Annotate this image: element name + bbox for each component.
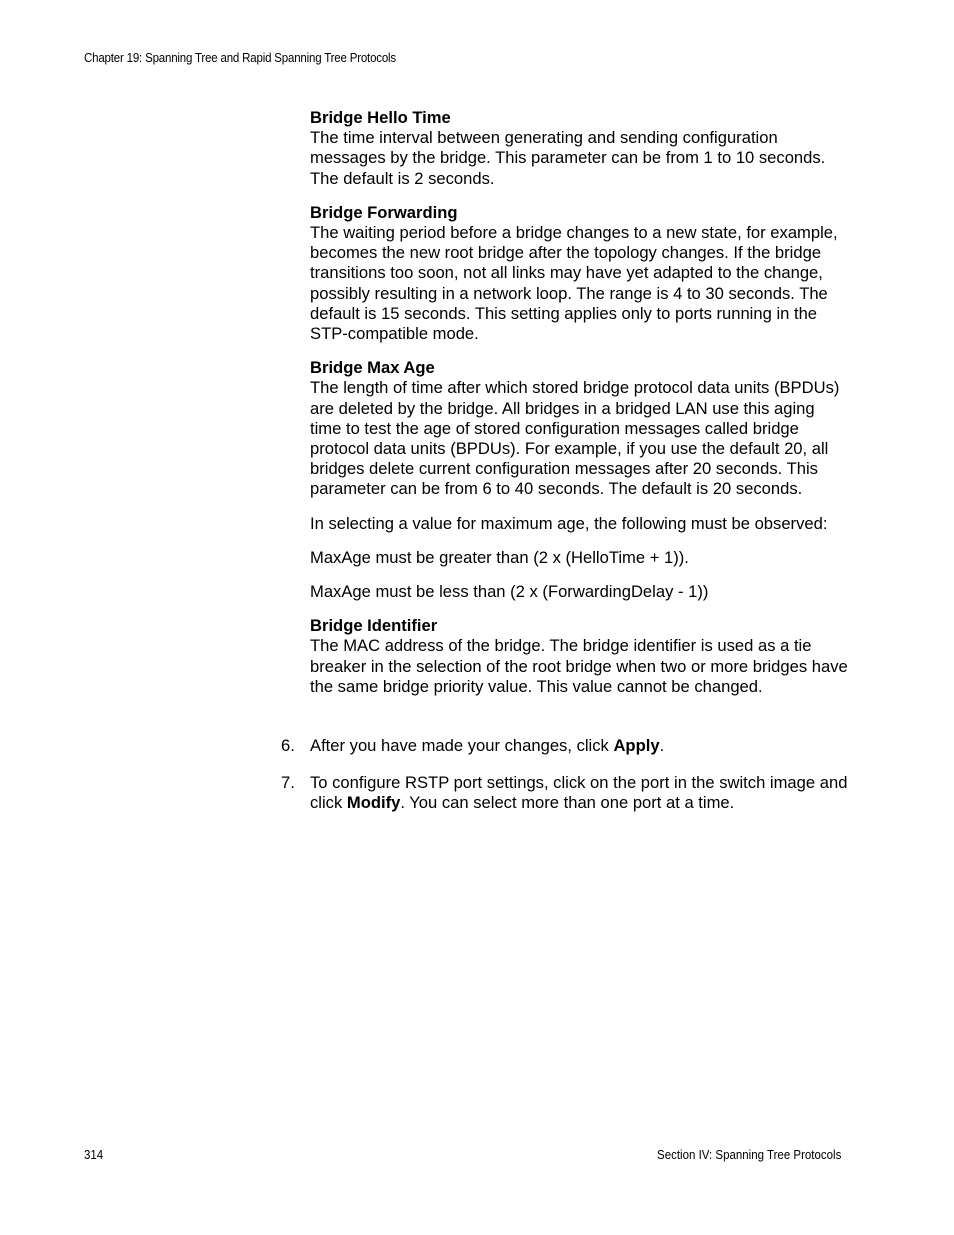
page-number: 314 — [84, 1148, 104, 1162]
step-number: 6. — [281, 736, 295, 755]
step-text: To configure RSTP port settings, click on the port in the switch image and click — [310, 772, 848, 812]
desc-bridge-forwarding: The waiting period before a bridge changes to a new state, for example, becomes the new root bridge after the topology changes. If the bridge transitions too soon, not all links may have yet adapted to the change, possibly resulting in a network loop. The range is 4 to 30 seconds. The default is 15 seconds. This setting applies only to ports running in the STP-compatible mode. — [310, 223, 838, 344]
apply-keyword: Apply — [613, 736, 660, 755]
step-text-end: . You can select more than one port at a time. — [400, 793, 735, 812]
desc-bridge-hello-time: The time interval between generating and sending configuration messages by the bridge. This parameter can be from 1 to 10 seconds. The default is 2 seconds. — [310, 128, 826, 188]
running-header: Chapter 19: Spanning Tree and Rapid Spanning Tree Protocols — [84, 51, 397, 65]
desc-bridge-identifier: The MAC address of the bridge. The bridge identifier is used as a tie breaker in the selection of the root bridge when two or more bridges have the same bridge priority value. This value cannot be changed. — [310, 636, 848, 696]
term-bridge-hello-time: Bridge Hello Time — [310, 108, 451, 127]
term-bridge-max-age: Bridge Max Age — [310, 358, 435, 378]
term-bridge-identifier: Bridge Identifier — [310, 616, 438, 636]
term-bridge-forwarding: Bridge Forwarding — [310, 202, 458, 222]
desc-bridge-max-age: The length of time after which stored bridge protocol data units (BPDUs) are deleted by the bridge. All bridges in a bridged LAN use this aging time to test the age of stored configuration messages called bridge protocol data units (BPDUs). For example, if you use the default 20, all bridges delete current configuration messages after 20 seconds. This parameter can be from 6 to 40 seconds. The default is 20 seconds. — [310, 378, 840, 499]
definition-list — [310, 108, 850, 711]
modify-keyword: Modify — [346, 793, 401, 812]
step-apply — [281, 736, 851, 756]
procedure-steps — [281, 736, 851, 830]
step-text-end: . — [659, 736, 665, 755]
max-age-rule-greater: MaxAge must be greater than (2 x (HelloTime + 1)). — [310, 547, 689, 567]
step-number: 7. — [281, 772, 295, 792]
step-text: After you have made your changes, click — [310, 736, 614, 755]
max-age-intro: In selecting a value for maximum age, the following must be observed: — [310, 513, 828, 533]
section-footer: Section IV: Spanning Tree Protocols — [656, 1148, 841, 1162]
max-age-rule-less: MaxAge must be less than (2 x (ForwardingDelay - 1)) — [310, 582, 709, 602]
step-modify — [281, 773, 851, 813]
